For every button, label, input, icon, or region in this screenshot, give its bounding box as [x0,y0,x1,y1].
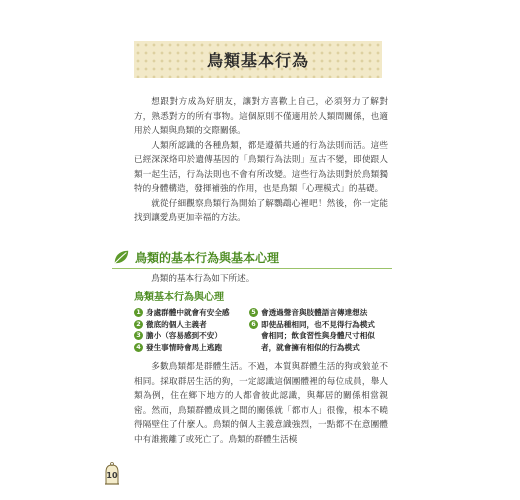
intro-paragraph: 人類所認識的各種鳥類，都是遵循共通的行為法則而活。這些已經深深烙印於遺傳基因的「鳥類行為法則」亙古不變，即使跟人類一起生活，行為法則也不會有所改變。這些行為法則對於鳥類獨特的身體構造，發揮補強的作用，也是鳥類「心理模式」的基礎。 [134,140,388,194]
list-item [134,319,230,331]
section-divider [112,268,392,269]
section-heading-row [112,247,392,267]
list-item-continuation: 會相同；飲食習性與身體尺寸相似 [261,331,375,341]
section-intro: 鳥類的基本行為如下所述。 [151,274,255,284]
page-number-badge [103,462,121,486]
list-item [134,330,230,342]
intro-text [134,95,388,226]
number-badge: 3 [134,331,143,340]
body-text [134,360,388,447]
list-item-text: 徹底的個人主義者 [146,319,207,329]
list-item-continuation: 者，就會擁有相似的行為模式 [261,342,360,352]
list-item-text: 發生事情時會馬上逃跑 [146,342,222,352]
behavior-list-left [134,307,230,353]
page-title-banner [134,41,382,78]
behavior-list-right [249,307,375,353]
list-item [249,307,375,319]
list-subtitle: 鳥類基本行為與心理 [134,292,224,303]
number-badge: 5 [249,308,258,317]
list-item-text: 身處群體中就會有安全感 [146,308,230,317]
leaf-icon [112,248,130,266]
number-badge: 4 [134,343,143,352]
body-paragraph: 多數鳥類都是群體生活。不過，本質與群體生活的狗或狼並不相同。採取群居生活的狗，一定認識這個團體裡的每位成員，舉人類為例，住在鄉下地方的人都會彼此認識，與鄰居的關係相當親密。然而，鳥類群體成員之間的關係就「都市人」很像，根本不曉得隔壁住了什麼人。鳥類的個人主義意識強烈，一點都不在意團體中有誰搬離了或死亡了。鳥類的群體生活模 [134,362,388,445]
page-number: 10 [106,471,118,480]
list-item [249,319,375,331]
intro-paragraph: 就從仔細觀察鳥類行為開始了解鸚鵡心裡吧！然後，你一定能找到讓愛鳥更加幸福的方法。 [134,198,388,223]
page-title: 鳥類基本行為 [206,51,309,70]
list-item [134,307,230,319]
list-item-text: 即使品種相同，也不見得行為模式 [261,319,375,329]
list-item-text: 膽小（容易感到不安） [146,331,222,341]
number-badge: 2 [134,320,143,329]
number-badge: 6 [249,320,258,329]
list-item-text: 會透過聲音與肢體語言傳達想法 [261,308,368,317]
number-badge: 1 [134,308,143,317]
intro-paragraph: 想跟對方成為好朋友，讓對方喜歡上自己，必須努力了解對方，熟悉對方的所有事物。這個原則不僅適用於人類間關係，也適用於人類與鳥類的交際關係。 [134,97,388,136]
list-item [134,342,230,354]
section-intro-block [134,272,388,287]
section-heading: 鳥類的基本行為與基本心理 [135,250,280,265]
